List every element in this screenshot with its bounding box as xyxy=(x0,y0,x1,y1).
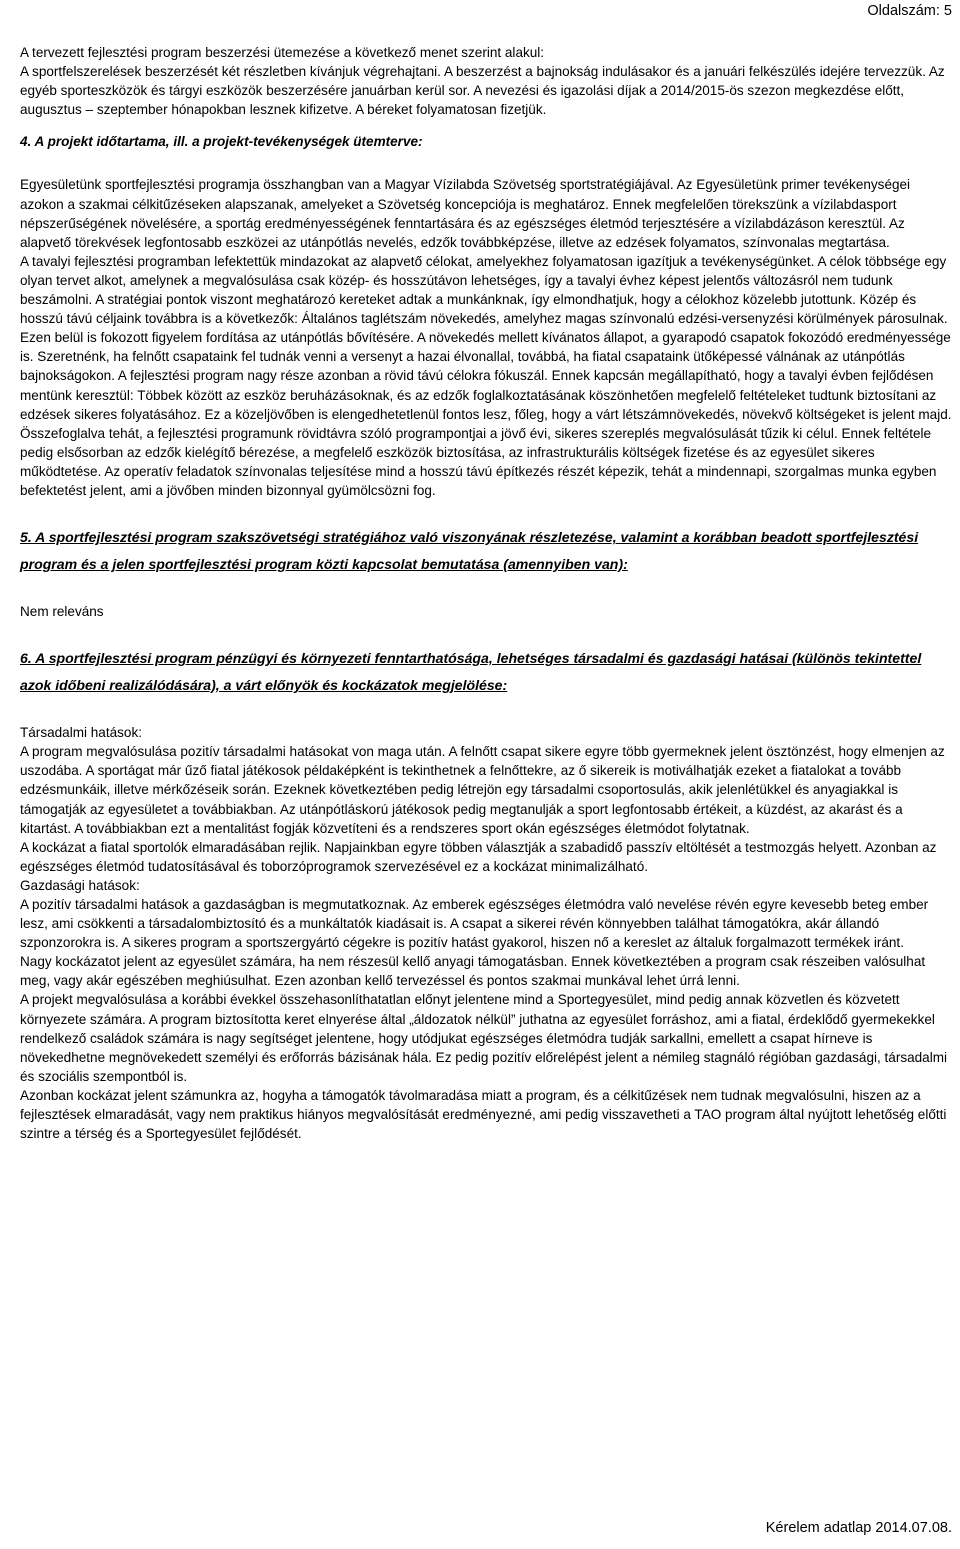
spacer xyxy=(20,621,954,645)
intro-paragraph-1: A tervezett fejlesztési program beszerzési ütemezése a következő menet szerint alakul: xyxy=(20,45,545,60)
section-5-heading: 5. A sportfejlesztési program szakszövetségi stratégiához való viszonyának részletezése, valamint a korábban beadott sportfejlesztési program és a jelen sportfejlesztési program közti kapcsolat bemutatása (amennyiben van): xyxy=(20,529,919,573)
section-4-heading: 4. A projekt időtartama, ill. a projekt-tevékenységek ütemterve: xyxy=(20,134,423,150)
section-4-paragraph-2: A tavalyi fejlesztési programban lefektettük mindazokat az alapvető célokat, amelyekhez folyamatosan igazítjuk a tevékenységünket. A célok többsége egy olyan tervet alkot, amelynek a megvalósulása csak közép- és hosszútávon lehetséges, így a tavalyi évhez képest jelentős változásról nem tudunk beszámolni. A stratégiai pontok viszont meghatározó kereteket adtak a munkánknak, így elmondhatjuk, hogy a célokhoz közelebb jutottunk. Közép és hosszú távú céljaink továbbra is a következők: Általános taglétszám növekedés, amelyhez magas színvonalú edzési-versenyzési körülmények párosulnak. Ezen belül is fokozott figyelem fordítása az utánpótlás bővítésére. A növekedés mellett kívánatos állapot, a gyarapodó csapatok fokozódó eredményessége is. Szeretnénk, ha felnőtt csapataink fel tudnák venni a versenyt a hazai élvonallal, továbbá, ha fiatal csapataink ütőképessé válnának az utánpótlás bajnokságokon. A fejlesztési program nagy része azonban a rövid távú célokra fókuszál. Ennek kapcsán megállapítható, hogy a tavalyi évben fejlődésen mentünk keresztül: Többek között az eszköz beruházásoknak, és az edzők foglalkoztatásának köszönhetően megfelelő feltételeket tudtunk biztosítani az edzések sikeres folyatásához. Ez a közeljövőben is elengedhetetlenül fontos lesz, főleg, hogy a várt létszámnövekedés, növekvő költségeket is jelent majd. Összefoglalva tehát, a fejlesztési programunk rövidtávra szóló programpontjai a jövő évi, sikeres szereplés megvalósulását tűzik ki célul. Ennek feltétele pedig elsősorban az edzők kielégítő bérezése, a megfelelő eszközök biztosítása, az infrastrukturális költségek fizetése és az egyesület sikeres működtetése. Az operatív feladatok színvonalas teljesítése mind a hosszú távú építkezés részét képezik, tehát a mindennapi, szorgalmas munka egyben befektetést jelent, ami a jövőben minden bizonnyal gyümölcsözni fog. xyxy=(20,253,952,498)
economic-impacts-paragraph-1: A pozitív társadalmi hatások a gazdaságban is megmutatkoznak. Az emberek egészséges életmódra való nevelése révén egyre kevesebb beteg ember lesz, ami csökkenti a társadalombiztosító és a munkáltatók kiadásait is. A csapat a sikerei révén könnyebben találhat támogatókra, akár állandó szponzorokra is. A sikeres program a sportszergyártó cégekre is pozitív hatást gyakorol, hiszen nő a kereslet az általuk forgalmazott termékek iránt. xyxy=(20,897,929,951)
spacer xyxy=(20,578,954,602)
page-number: Oldalszám: 5 xyxy=(867,3,952,19)
economic-impacts-paragraph-3: A projekt megvalósulása a korábbi évekkel összehasonlíthatatlan előnyt jelentene mind a Sportegyesület, mind pedig annak közvetlen és közvetett környezete számára. A program biztosította keret elnyerése által „áldozatok nélkül” juthatna az egyesület forráshoz, ami a fiatal, érdeklődő gyermekekkel rendelkező családok számára is nagy segítséget jelentene, hogy utódjukat egészséges életmódra tudják sarkallni, emellett a csapat hírneve is növekedhetne megnövekedett személyi és erőforrás bázisának hála. Ez pedig pozitív előrelépést jelent a némileg stagnáló régióban gazdasági, társadalmi és szociális szempontból is. xyxy=(20,992,948,1084)
section-4-paragraph-1: Egyesületünk sportfejlesztési programja összhangban van a Magyar Vízilabda Szövetség sportstratégiájával. Az Egyesületünk primer tevékenységei azokon a szakmai célkitűzéseken alapszanak, amelyeket a Szövetség koncepciója is meghatároz. Ennek megfelelően törekszünk a vízilabdasport népszerűségének növelésére, a sportág eredményességének fenntartására és az egészséges életmód terjesztésére a vízilabdázáson keresztül. Az alapvető törekvések legfontosabb eszközei az utánpótlás nevelés, edzők továbbképzése, illetve az edzések folyamatos, színvonalas megtartása. xyxy=(20,177,911,250)
economic-impacts-title: Gazdasági hatások: xyxy=(20,877,140,893)
document-body xyxy=(20,43,954,1143)
spacer xyxy=(20,699,954,723)
spacer xyxy=(20,500,954,524)
social-impacts-title: Társadalmi hatások: xyxy=(20,725,142,741)
social-impacts-paragraph-1: A program megvalósulása pozitív társadalmi hatásokat von maga után. A felnőtt csapat sikere egyre több gyermeknek jelent ösztönzést, hogy elmenjen az uszodába. A sportágat már űző fiatal játékosok példaképként is tekinthetnek a felnőttekre, az ő sikereik is motiválhatják ezeket a fiatalokat a tovább edzésmunkáik, illetve mérkőzéseik során. Ezeknek következtében pedig létrejön egy társadalmi csoportosulás, akik jelenlétükkel és anyagiakkal is támogatják az egyesületet a továbbiakban. Az utánpótláskorú játékosok pedig megtanulják a sport legfontosabb értékeit, a küzdést, az akarást és a kitartást. A továbbiakban ezt a mentalitást fogják közvetíteni és a rendszeres sport okán egészséges életmódot folytatnak. xyxy=(20,744,945,836)
intro-paragraph-2: A sportfelszerelések beszerzését két részletben kívánjuk végrehajtani. A beszerzést a bajnokság indulásakor és a januári felkészülés idejére tervezzük. Az egyéb sporteszközök és tárgyi eszközök beszerzésére januárban kerül sor. A nevezési és igazolási díjak a 2014/2015-ös szezon megkezdése előtt, augusztus – szeptember hónapokban lesznek kifizetve. A béreket folyamatosan fizetjük. xyxy=(20,64,945,118)
economic-impacts-paragraph-2: Nagy kockázatot jelent az egyesület számára, ha nem részesül kellő anyagi támogatásban. Ennek következtében a program csak részeiben valósulhat meg, vagy akár egészében meghiúsulhat. Ezen azonban kellő tervezéssel és pontos szakmai munkával lehet úrrá lenni. xyxy=(20,954,926,989)
footer-form-date: Kérelem adatlap 2014.07.08. xyxy=(765,1520,952,1536)
economic-impacts-paragraph-4: Azonban kockázat jelent számunkra az, hogyha a támogatók távolmaradása miatt a program, és a célkitűzések nem tudnak megvalósulni, hiszen az a fejlesztések elmaradását, vagy nem praktikus hiányos megvalósítását eredményezné, ami pedig visszavetheti a TAO program által nyújtott lehetőség előtti szintre a térség és a Sportegyesület fejlődését. xyxy=(20,1087,947,1142)
section-6-heading: 6. A sportfejlesztési program pénzügyi és környezeti fenntarthatósága, lehetséges társadalmi és gazdasági hatásai (különös tekintettel azok időbeni realizálódására), a várt előnyök és kockázatok megjelölése: xyxy=(20,650,922,694)
section-5-body: Nem releváns xyxy=(20,604,104,620)
spacer xyxy=(20,151,954,175)
social-impacts-paragraph-2: A kockázat a fiatal sportolók elmaradásában rejlik. Napjainkban egyre többen választják a szabadidő passzív eltöltését a testmozgás helyett. Azonban az egészséges életmód tudatosításával és toborzóprogramok szervezésével ez a kockázat minimalizálható. xyxy=(20,839,937,874)
spacer xyxy=(20,119,954,132)
